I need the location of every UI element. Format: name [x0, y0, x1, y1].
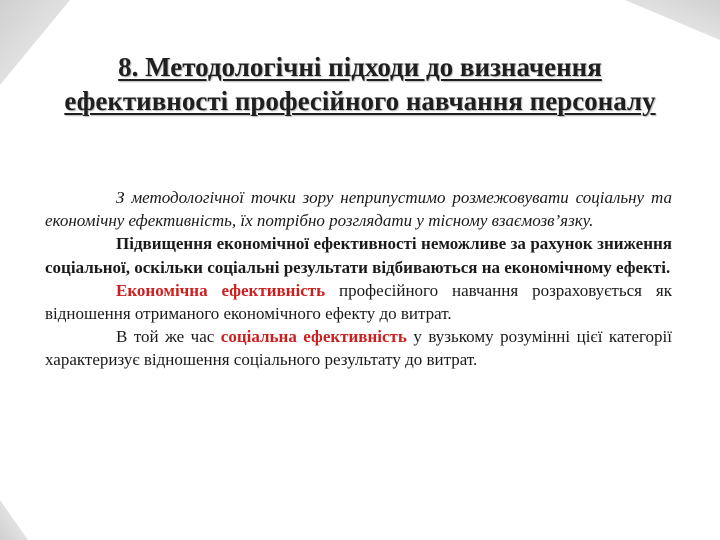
paragraph-social-efficiency-definition	[45, 325, 672, 371]
highlight-economic-efficiency: Економічна ефективність	[116, 280, 326, 300]
paragraph-text: З методологічної точки зору неприпустимо розмежовувати соціальну та економічну ефективність, їх потрібно розглядати у тісному взаємозв’язку.	[45, 188, 672, 231]
paragraph-text: Підвищення економічної ефективності неможливе за рахунок зниження соціальної, оскільки соціальні результати відбиваються на економічному ефекті.	[45, 234, 672, 277]
paragraph-methodology	[45, 186, 672, 232]
corner-decoration-bottom-left	[0, 500, 28, 540]
slide-body	[45, 186, 672, 372]
paragraph-economic-efficiency-increase	[45, 232, 672, 278]
slide-title: 8. Методологічні підходи до визначення ефективності професійного навчання персоналу	[64, 52, 656, 116]
corner-decoration-top-right	[625, 0, 720, 40]
paragraph-text: у вузькому розумінні цієї категорії характеризує відношення соціального результату до витрат.	[45, 327, 672, 370]
highlight-social-efficiency: соціальна ефективність	[220, 327, 407, 347]
paragraph-text: професійного навчання розраховується як відношення отриманого економічного ефекту до витрат.	[45, 280, 672, 324]
paragraph-lead-text: В той же час	[116, 327, 221, 347]
paragraph-economic-efficiency-definition	[45, 279, 672, 325]
